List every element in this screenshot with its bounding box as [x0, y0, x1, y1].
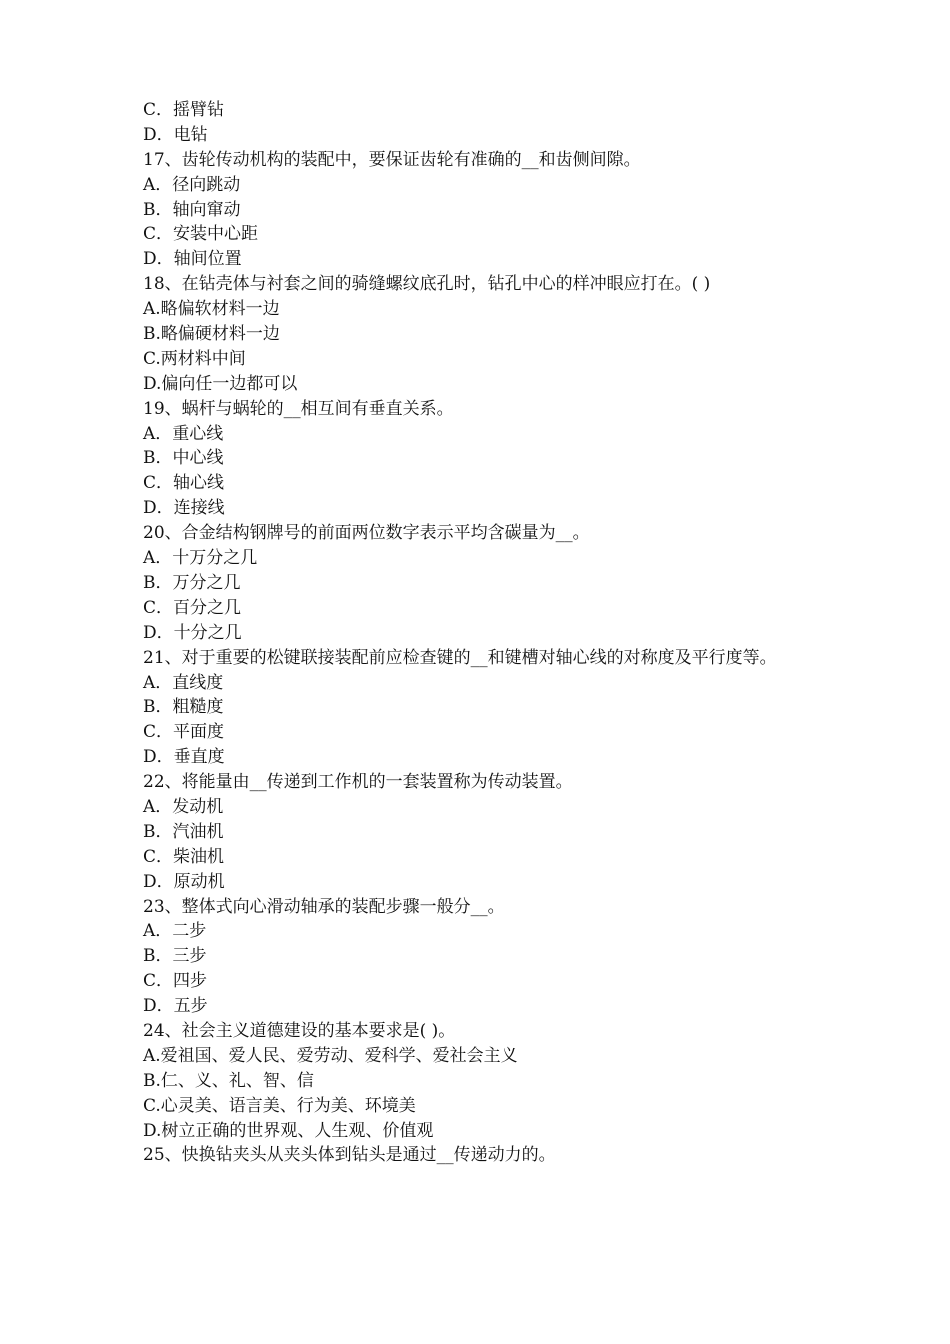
option-line: C．摇臂钻 [143, 100, 225, 120]
question-23: 23、整体式向心滑动轴承的装配步骤一般分__。 [143, 896, 505, 917]
option-line: D．连接线 [143, 498, 225, 519]
option-line: D．五步 [143, 996, 208, 1017]
option-line: B．轴向窜动 [143, 199, 241, 220]
option-line: C.心灵美、语言美、行为美、环境美 [143, 1095, 416, 1116]
option-line: D．电钻 [143, 124, 208, 145]
option-line: C．平面度 [143, 722, 225, 743]
option-line: A．重心线 [143, 423, 224, 444]
question-18: 18、在钻壳体与衬套之间的骑缝螺纹底孔时，钻孔中心的样冲眼应打在。( ) [143, 274, 711, 295]
option-line: D．十分之几 [143, 622, 242, 643]
option-line: A．十万分之几 [143, 548, 258, 569]
option-line: B.仁、义、礼、智、信 [143, 1070, 314, 1091]
option-line: D．原动机 [143, 871, 225, 892]
option-line: A．发动机 [143, 796, 224, 817]
option-line: B．三步 [143, 946, 207, 967]
option-line: D．垂直度 [143, 747, 225, 768]
option-line: C．四步 [143, 971, 208, 992]
option-line: A．直线度 [143, 672, 224, 693]
option-line: C．柴油机 [143, 846, 225, 867]
option-line: C．百分之几 [143, 597, 242, 618]
option-line: C．轴心线 [143, 473, 225, 494]
option-line: A.爱祖国、爱人民、爱劳动、爱科学、爱社会主义 [143, 1045, 518, 1066]
option-line: C.两材料中间 [143, 348, 246, 369]
question-19: 19、蜗杆与蜗轮的__相互间有垂直关系。 [143, 398, 454, 419]
option-line: A.略偏软材料一边 [143, 299, 280, 320]
option-line: C．安装中心距 [143, 224, 259, 245]
question-20: 20、合金结构钢牌号的前面两位数字表示平均含碳量为__。 [143, 523, 590, 544]
option-line: B．中心线 [143, 448, 224, 469]
option-line: D.树立正确的世界观、人生观、价值观 [143, 1120, 434, 1141]
option-line: D．轴间位置 [143, 249, 242, 270]
option-line: A．径向跳动 [143, 174, 241, 195]
option-line: B．万分之几 [143, 572, 241, 593]
option-line: B．汽油机 [143, 821, 224, 842]
question-21: 21、对于重要的松键联接装配前应检查键的__和键槽对轴心线的对称度及平行度等。 [143, 647, 777, 668]
question-17: 17、齿轮传动机构的装配中，要保证齿轮有准确的__和齿侧间隙。 [143, 149, 641, 170]
question-22: 22、将能量由__传递到工作机的一套装置称为传动装置。 [143, 772, 573, 793]
option-line: B.略偏硬材料一边 [143, 324, 280, 345]
option-line: B．粗糙度 [143, 697, 224, 718]
option-line: A．二步 [143, 921, 207, 942]
question-24: 24、社会主义道德建设的基本要求是( )。 [143, 1020, 456, 1041]
option-line: D.偏向任一边都可以 [143, 373, 298, 394]
exam-question-text [143, 98, 813, 1168]
question-25: 25、快换钻夹头从夹头体到钻头是通过__传递动力的。 [143, 1145, 556, 1166]
